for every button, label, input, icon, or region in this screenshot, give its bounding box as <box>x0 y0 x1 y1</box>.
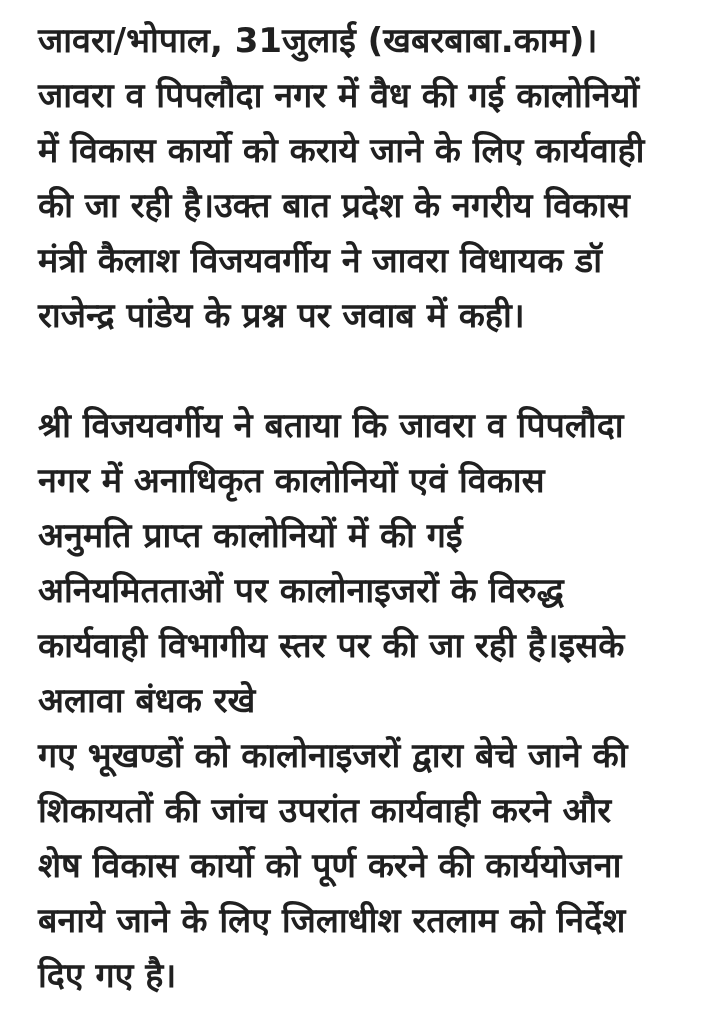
article-line: नगर में अनाधिकृत कालोनियों एवं विकास <box>38 461 545 501</box>
article-line: गए भूखण्डों को कालोनाइजरों द्वारा बेचे जाने की <box>38 736 628 776</box>
article-line: अनुमति प्राप्त कालोनियों में की गई <box>38 516 463 556</box>
news-article-body <box>38 14 708 1004</box>
article-line: जावरा/भोपाल, 31जुलाई (खबरबाबा.काम)। <box>38 21 598 61</box>
article-line: दिए गए है। <box>38 956 177 996</box>
article-paragraph-2 <box>38 399 708 1004</box>
article-paragraph-1 <box>38 14 708 344</box>
article-line: मंत्री कैलाश विजयवर्गीय ने जावरा विधायक डॉ <box>38 241 603 281</box>
article-line: बनाये जाने के लिए जिलाधीश रतलाम को निर्देश <box>38 901 626 941</box>
article-line: की जा रही है।उक्त बात प्रदेश के नगरीय विकास <box>38 186 630 226</box>
paragraph-spacer <box>38 344 708 399</box>
article-line: अलावा बंधक रखे <box>38 681 256 721</box>
article-line: जावरा व पिपलौदा नगर में वैध की गई कालोनियों <box>38 76 640 116</box>
article-line: शेष विकास कार्यो को पूर्ण करने की कार्ययोजना <box>38 846 622 886</box>
article-line: अनियमितताओं पर कालोनाइजरों के विरुद्ध <box>38 571 564 611</box>
article-line: शिकायतों की जांच उपरांत कार्यवाही करने और <box>38 791 612 831</box>
article-line: कार्यवाही विभागीय स्तर पर की जा रही है।इसके <box>38 626 625 666</box>
article-line: राजेन्द्र पांडेय के प्रश्न पर जवाब में कही। <box>38 296 525 336</box>
article-line: में विकास कार्यो को कराये जाने के लिए कार्यवाही <box>38 131 645 171</box>
article-line: श्री विजयवर्गीय ने बताया कि जावरा व पिपलौदा <box>38 406 624 446</box>
